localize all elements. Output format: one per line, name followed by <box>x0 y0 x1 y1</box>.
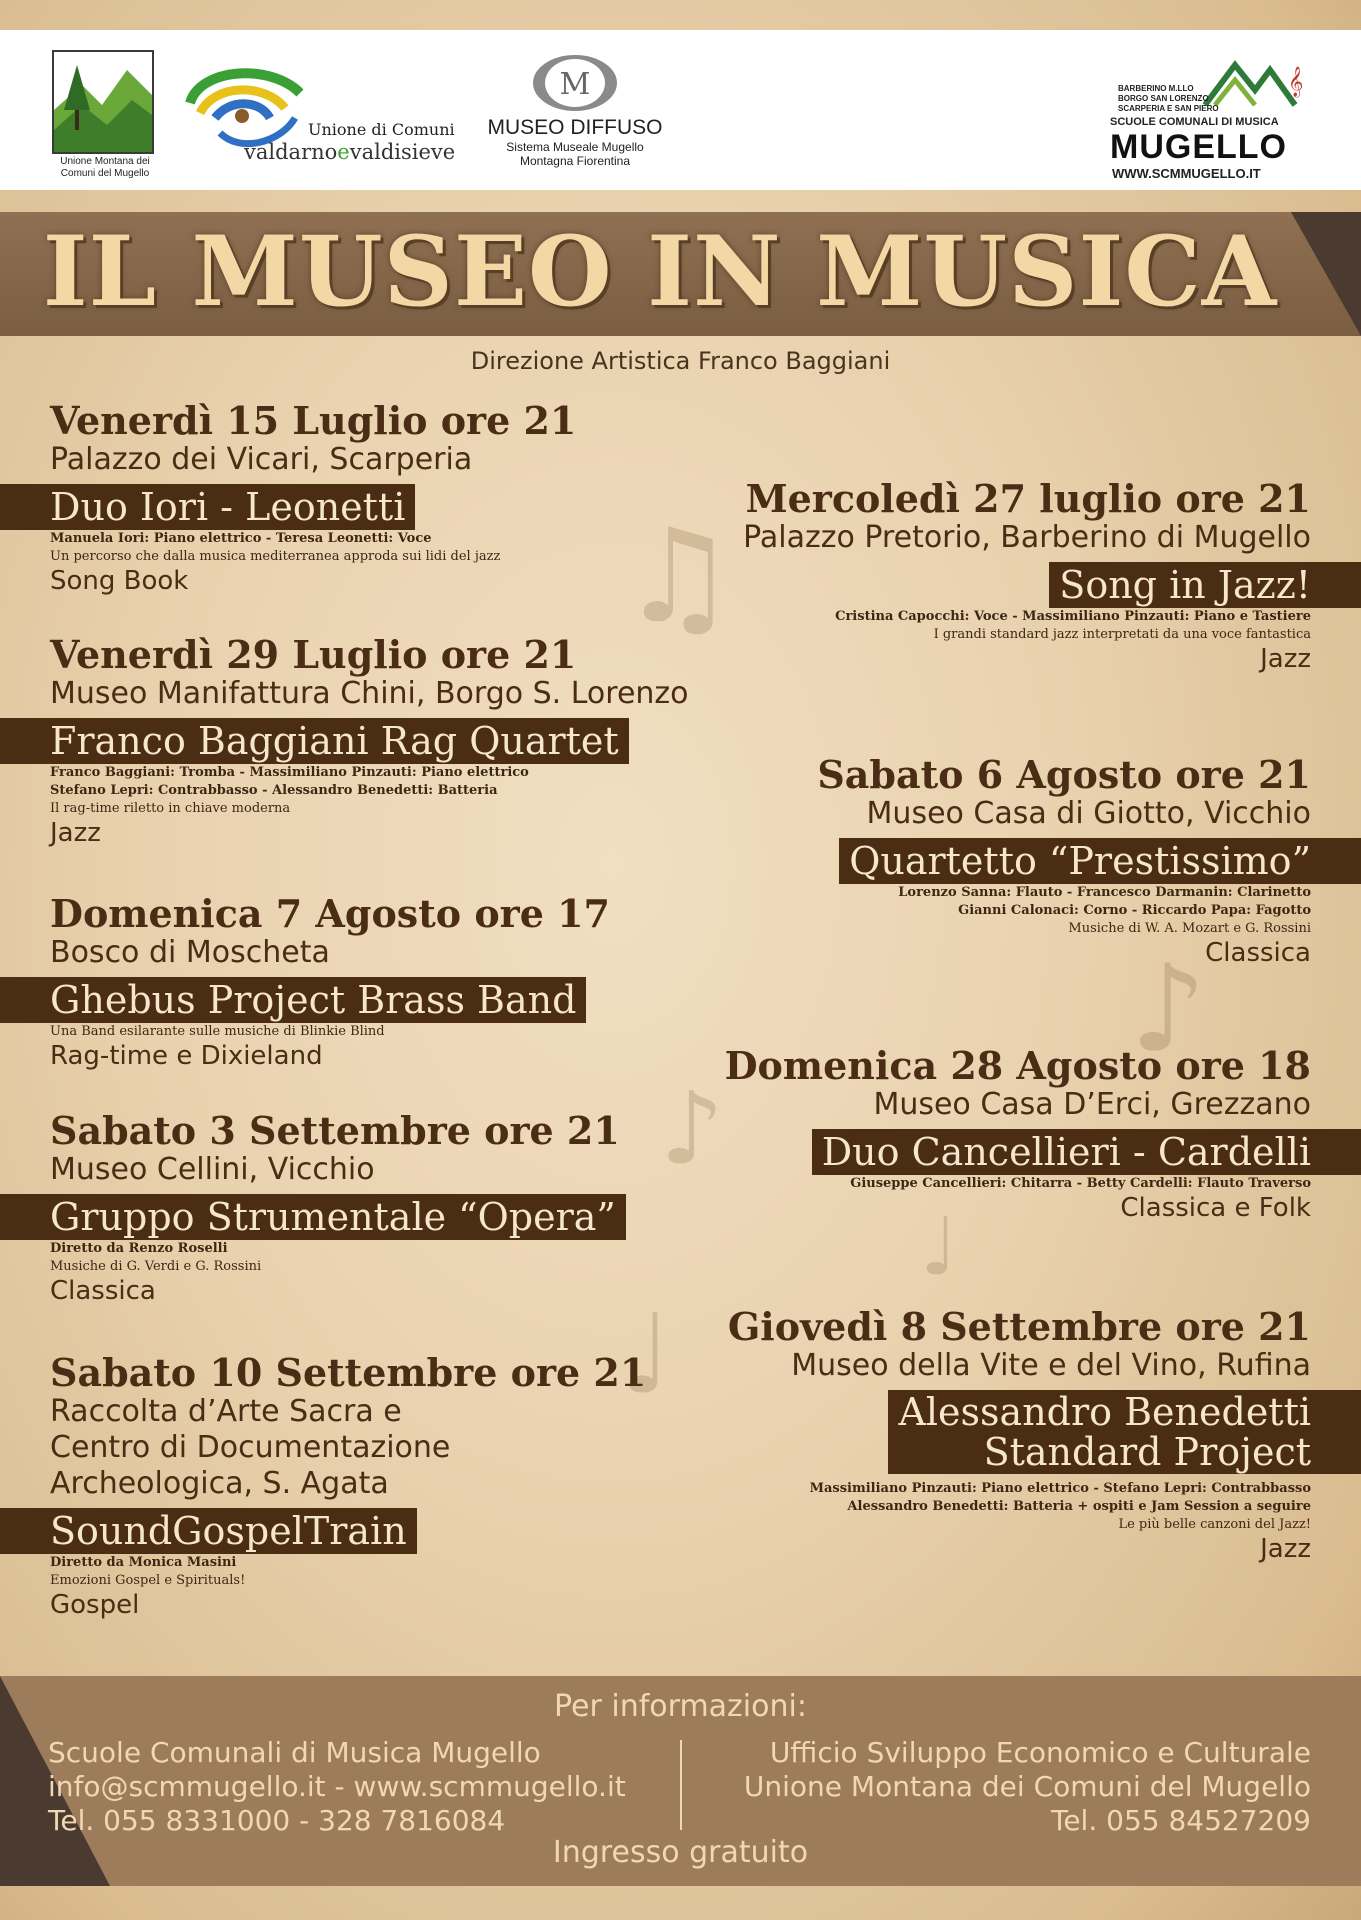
footer-right-contact <box>744 1736 1311 1838</box>
event-date: Sabato 6 Agosto ore 21 <box>817 752 1311 797</box>
event-place: Palazzo dei Vicari, Scarperia <box>50 442 473 477</box>
mountain-staff-icon <box>1200 50 1304 110</box>
event-act: Song in Jazz! <box>1049 562 1361 608</box>
event-musicians: Cristina Capocchi: Voce - Massimiliano Pinzauti: Piano e Tastiere <box>835 609 1311 624</box>
event-place: Palazzo Pretorio, Barberino di Mugello <box>743 520 1311 555</box>
event-genre: Jazz <box>1260 1534 1311 1564</box>
event-musicians: Gianni Calonaci: Corno - Riccardo Papa: Fagotto <box>958 903 1311 918</box>
valdarno-name-a: valdarno <box>244 140 338 164</box>
event-description: Musiche di W. A. Mozart e G. Rossini <box>1068 921 1311 936</box>
swirl-icon <box>180 58 310 148</box>
union-name: Unione Montana dei Comuni del Mugello <box>743 1770 1311 1803</box>
poster-title: IL MUSEO IN MUSICA <box>42 215 1278 328</box>
event-place: Raccolta d’Arte Sacra e Centro di Documentazione Archeologica, S. Agata <box>50 1394 451 1501</box>
event-genre: Classica e Folk <box>1120 1193 1311 1223</box>
event-description: Musiche di G. Verdi e G. Rossini <box>50 1259 262 1274</box>
event-act: Ghebus Project Brass Band <box>0 977 586 1023</box>
valdarno-logo <box>180 58 460 168</box>
event-place: Museo Casa di Giotto, Vicchio <box>866 796 1311 831</box>
event-genre: Classica <box>1205 938 1311 968</box>
footer-left-contact <box>48 1736 626 1838</box>
event-date: Sabato 10 Settembre ore 21 <box>50 1350 647 1395</box>
event-place: Museo Casa D’Erci, Grezzano <box>873 1087 1311 1122</box>
footer-heading: Per informazioni: <box>554 1689 807 1724</box>
school-name: Scuole Comunali di Musica Mugello <box>48 1736 541 1769</box>
museo-diffuso-sub2: Montagna Fiorentina <box>519 154 631 168</box>
event-0-left <box>50 400 576 596</box>
event-4-left <box>50 1352 646 1620</box>
event-musicians: Massimiliano Pinzauti: Piano elettrico - Stefano Lepri: Contrabbasso <box>809 1481 1311 1496</box>
music-note-icon: ♩ <box>920 1200 958 1293</box>
music-note-icon: ♪ <box>1130 940 1207 1079</box>
event-act: Duo Iori - Leonetti <box>0 484 415 530</box>
event-act: Quartetto “Prestissimo” <box>839 838 1361 884</box>
valdarno-name <box>244 140 455 164</box>
event-date: Mercoledì 27 luglio ore 21 <box>745 476 1311 521</box>
event-genre: Jazz <box>1260 644 1311 674</box>
scuole-towns-3: SCARPERIA E SAN PIERO <box>1118 104 1219 113</box>
event-genre: Song Book <box>50 566 189 596</box>
event-musicians: Stefano Lepri: Contrabbasso - Alessandro Benedetti: Batteria <box>50 783 498 798</box>
event-0-right <box>743 478 1311 674</box>
scuole-towns-2: BORGO SAN LORENZO <box>1118 94 1209 103</box>
event-1-right <box>817 754 1311 968</box>
event-date: Domenica 7 Agosto ore 17 <box>50 891 610 936</box>
museo-diffuso-logo <box>485 50 665 180</box>
museo-m-icon <box>530 50 620 116</box>
music-note-icon: ♫ <box>620 500 737 652</box>
scuole-mugello-logo <box>1100 50 1320 180</box>
event-musicians: Franco Baggiani: Tromba - Massimiliano Pinzauti: Piano elettrico <box>50 765 529 780</box>
office-phone[interactable]: Tel. 055 84527209 <box>1050 1804 1311 1837</box>
scuole-name: MUGELLO <box>1110 128 1287 166</box>
mountain-tree-icon <box>52 50 154 154</box>
event-place: Bosco di Moscheta <box>50 935 330 970</box>
event-2-left <box>50 893 610 1071</box>
event-director: Diretto da Monica Masini <box>50 1555 237 1570</box>
event-musicians: Alessandro Benedetti: Batteria + ospiti e Jam Session a seguire <box>847 1499 1311 1514</box>
valdarno-top-label: Unione di Comuni <box>308 120 455 139</box>
event-description: I grandi standard jazz interpretati da una voce fantastica <box>933 627 1311 642</box>
event-genre: Gospel <box>50 1590 140 1620</box>
event-date: Venerdì 29 Luglio ore 21 <box>50 632 577 677</box>
event-date: Sabato 3 Settembre ore 21 <box>50 1108 620 1153</box>
scuole-web: WWW.SCMMUGELLO.IT <box>1112 166 1261 181</box>
event-2-right <box>725 1045 1311 1223</box>
event-act: Duo Cancellieri - Cardelli <box>812 1129 1361 1175</box>
valdarno-name-b: valdisieve <box>349 140 456 164</box>
event-description: Il rag-time riletto in chiave moderna <box>50 801 291 816</box>
event-description: Le più belle canzoni del Jazz! <box>1118 1517 1311 1532</box>
scuole-towns-1: BARBERINO M.LLO <box>1118 84 1194 93</box>
footer-divider <box>680 1740 682 1830</box>
event-musicians: Lorenzo Sanna: Flauto - Francesco Darmanin: Clarinetto <box>898 885 1311 900</box>
valdarno-name-e: e <box>337 140 350 164</box>
event-description: Un percorso che dalla musica mediterranea approda sui lidi del jazz <box>50 549 501 564</box>
music-note-icon: ♩ <box>620 1290 672 1418</box>
event-genre: Rag-time e Dixieland <box>50 1041 323 1071</box>
event-place: Museo Manifattura Chini, Borgo S. Lorenzo <box>50 676 689 711</box>
event-director: Diretto da Renzo Roselli <box>50 1241 228 1256</box>
museo-diffuso-title: MUSEO DIFFUSO <box>487 116 663 139</box>
school-phone[interactable]: Tel. 055 8331000 - 328 7816084 <box>48 1804 506 1837</box>
free-entry: Ingresso gratuito <box>552 1835 809 1870</box>
scuole-label: SCUOLE COMUNALI DI MUSICA <box>1110 116 1279 128</box>
museo-diffuso-sub1: Sistema Museale Mugello <box>506 140 644 154</box>
event-place: Museo Cellini, Vicchio <box>50 1152 375 1187</box>
event-act: SoundGospelTrain <box>0 1508 417 1554</box>
event-date: Domenica 28 Agosto ore 18 <box>724 1043 1311 1088</box>
event-1-left <box>50 634 689 848</box>
unione-montana-label: Unione Montana dei Comuni del Mugello <box>60 156 150 179</box>
event-date: Giovedì 8 Settembre ore 21 <box>727 1304 1311 1349</box>
event-description: Emozioni Gospel e Spirituals! <box>50 1573 246 1588</box>
event-act: Franco Baggiani Rag Quartet <box>0 718 629 764</box>
svg-text:𝄞: 𝄞 <box>1288 67 1304 97</box>
event-act: Alessandro Benedetti Standard Project <box>888 1390 1361 1474</box>
artistic-director: Direzione Artistica Franco Baggiani <box>470 347 891 375</box>
event-description: Una Band esilarante sulle musiche di Blinkie Blind <box>50 1024 385 1039</box>
event-musicians: Manuela Iori: Piano elettrico - Teresa Leonetti: Voce <box>50 531 432 546</box>
event-act: Gruppo Strumentale “Opera” <box>0 1194 626 1240</box>
event-place: Museo della Vite e del Vino, Rufina <box>791 1348 1311 1383</box>
event-genre: Jazz <box>50 818 101 848</box>
music-note-icon: ♪ <box>660 1070 724 1187</box>
event-musicians: Giuseppe Cancellieri: Chitarra - Betty Cardelli: Flauto Traverso <box>850 1176 1311 1191</box>
event-genre: Classica <box>50 1276 156 1306</box>
office-name: Ufficio Sviluppo Economico e Culturale <box>769 1736 1311 1769</box>
event-date: Venerdì 15 Luglio ore 21 <box>50 398 577 443</box>
unione-montana-logo <box>50 50 160 180</box>
svg-text:M: M <box>559 67 591 102</box>
event-3-left <box>50 1110 626 1306</box>
school-email-web[interactable]: info@scmmugello.it - www.scmmugello.it <box>48 1770 626 1803</box>
event-3-right <box>728 1306 1311 1564</box>
